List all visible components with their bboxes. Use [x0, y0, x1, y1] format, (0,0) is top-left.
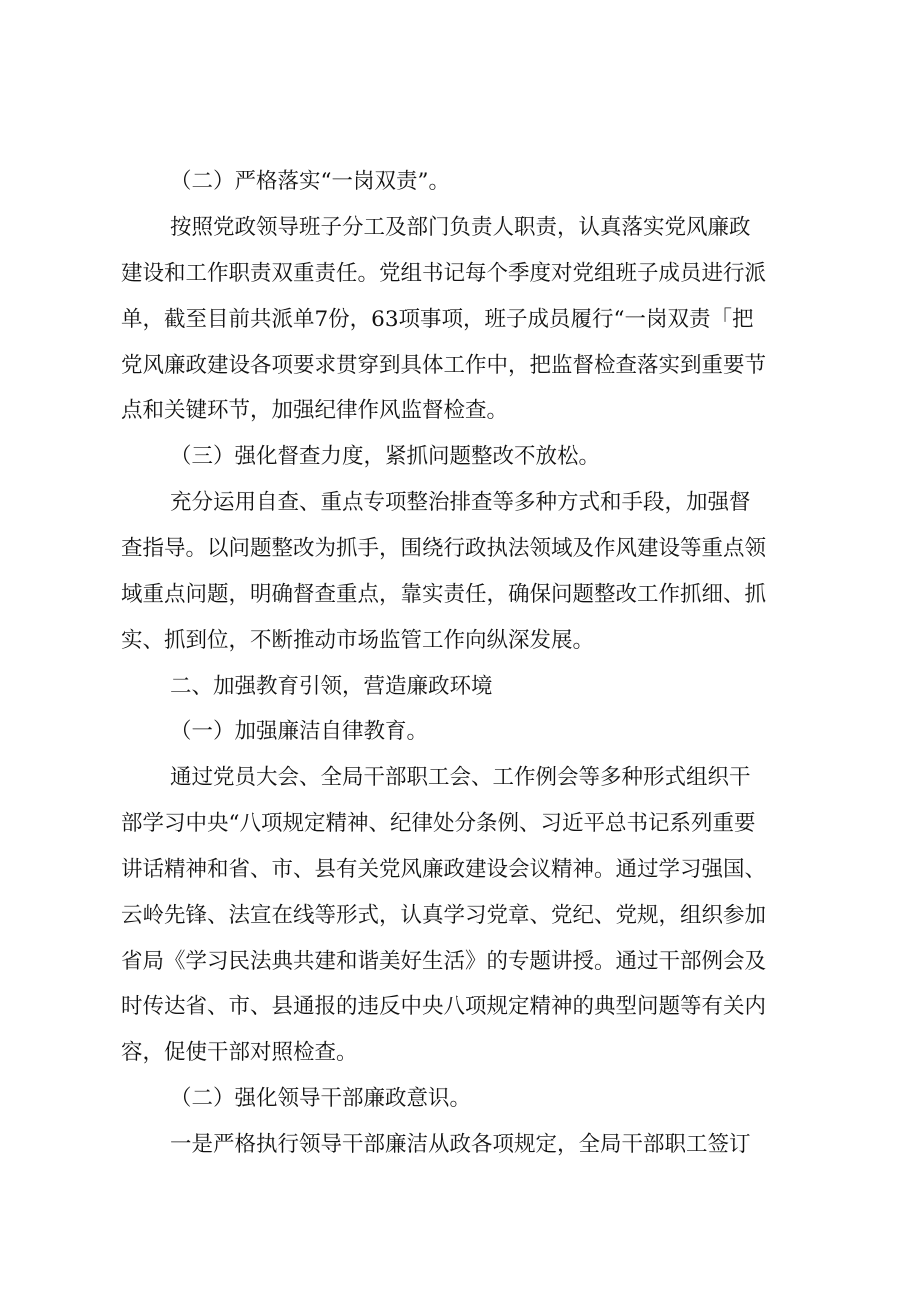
paragraph-line: 查指导。以问题整改为抓手，围绕行政执法领域及作风建设等重点领 — [121, 536, 767, 561]
paragraph-line: 按照党政领导班子分工及部门负责人职责，认真落实党风廉政 — [170, 215, 751, 240]
paragraph-line: 充分运用自查、重点专项整治排查等多种方式和手段，加强督 — [170, 490, 751, 515]
paragraph-line: 部学习中央“八项规定精神、纪律处分条例、习近平总书记系列重要 — [121, 811, 756, 836]
paragraph-line: 建设和工作职责双重责任。党组书记每个季度对党组班子成员进行派 — [121, 261, 767, 286]
subheading-supervision: （三）强化督查力度，紧抓问题整改不放松。 — [170, 444, 601, 469]
paragraph-line: 时传达省、市、县通报的违反中央八项规定精神的典型问题等有关内 — [121, 994, 767, 1019]
subheading-strict-implementation: （二）严格落实“一岗双责”。 — [170, 169, 450, 194]
paragraph-line: 实、抓到位，不断推动市场监管工作向纵深发展。 — [121, 628, 595, 653]
subheading-integrity-education: （一）加强廉洁自律教育。 — [170, 719, 429, 744]
subheading-leadership-awareness: （二）强化领导干部廉政意识。 — [170, 1086, 472, 1111]
paragraph-line: 单，截至目前共派单7份，63项事项，班子成员履行“一岗双责「把 — [121, 307, 754, 332]
section-heading-education: 二、加强教育引领，营造廉政环境 — [170, 674, 493, 699]
paragraph-line: 省局《学习民法典共建和谐美好生活》的专题讲授。通过干部例会及 — [121, 949, 767, 974]
paragraph-line: 党风廉政建设各项要求贯穿到具体工作中，把监督检查落实到重要节 — [121, 353, 767, 378]
paragraph-line: 通过党员大会、全局干部职工会、工作例会等多种形式组织干 — [170, 765, 751, 790]
paragraph-line: 云岭先锋、法宣在线等形式，认真学习党章、党纪、党规，组织参加 — [121, 903, 767, 928]
paragraph-line: 容，促使干部对照检查。 — [121, 1040, 358, 1065]
paragraph-line: 讲话精神和省、市、县有关党风廉政建设会议精神。通过学习强国、 — [121, 857, 767, 882]
paragraph-line: 一是严格执行领导干部廉洁从政各项规定，全局干部职工签订 — [170, 1132, 751, 1157]
paragraph-line: 域重点问题，明确督查重点，靠实责任，确保问题整改工作抓细、抓 — [121, 582, 767, 607]
paragraph-line: 点和关键环节，加强纪律作风监督检查。 — [121, 398, 509, 423]
